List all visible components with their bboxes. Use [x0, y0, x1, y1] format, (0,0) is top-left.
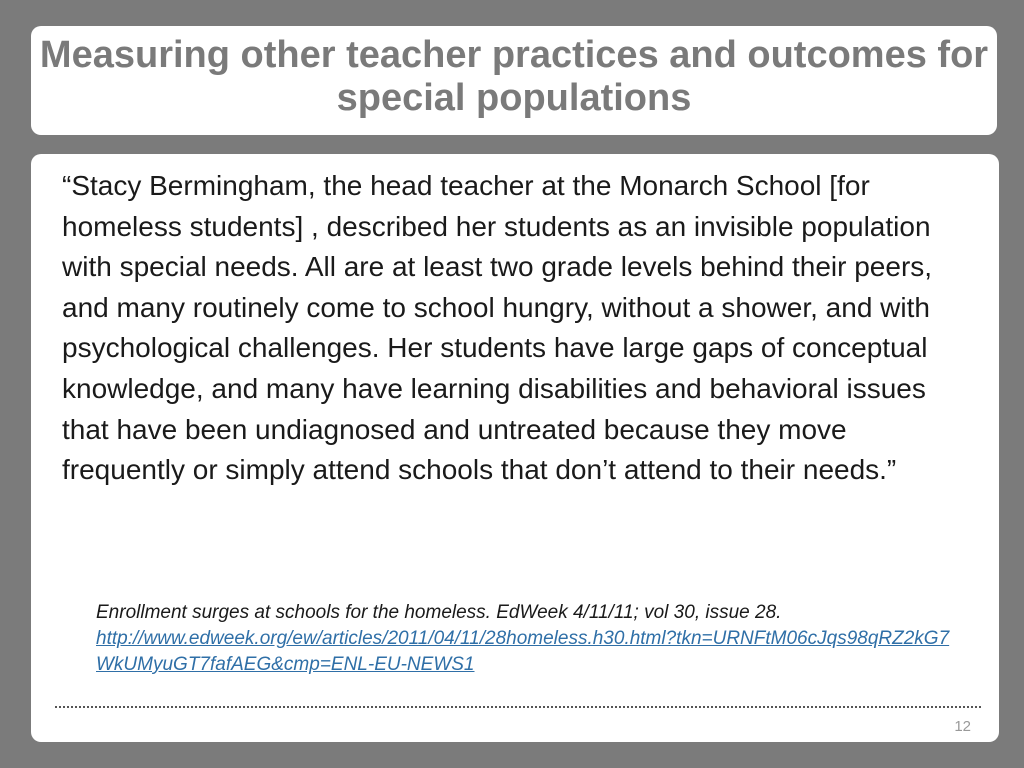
citation	[96, 600, 966, 678]
page-number: 12	[954, 718, 971, 735]
slide-title: Measuring other teacher practices and outcomes for special populations	[39, 34, 989, 119]
citation-link[interactable]: http://www.edweek.org/ew/articles/2011/04/11/28homeless.h30.html?tkn=URNFtM06cJqs98qRZ2kG7WkUMyuGT7fafAEG&cmp=ENL-EU-NEWS1	[96, 628, 950, 675]
quote-text: “Stacy Bermingham, the head teacher at the Monarch School [for homeless students] , described her students as an invisible population with special needs. All are at least two grade levels behind their peers, and many routinely come to school hungry, without a shower, and with psychological challenges. Her students have large gaps of conceptual knowledge, and many have learning disabilities and behavioral issues that have been undiagnosed and untreated because they move frequently or simply attend schools that don’t attend to their needs.”	[62, 170, 933, 486]
citation-text: Enrollment surges at schools for the homeless. EdWeek 4/11/11; vol 30, issue 28.	[96, 602, 782, 623]
title-panel	[31, 26, 997, 135]
content-panel	[31, 154, 999, 742]
footer-divider	[55, 706, 981, 708]
